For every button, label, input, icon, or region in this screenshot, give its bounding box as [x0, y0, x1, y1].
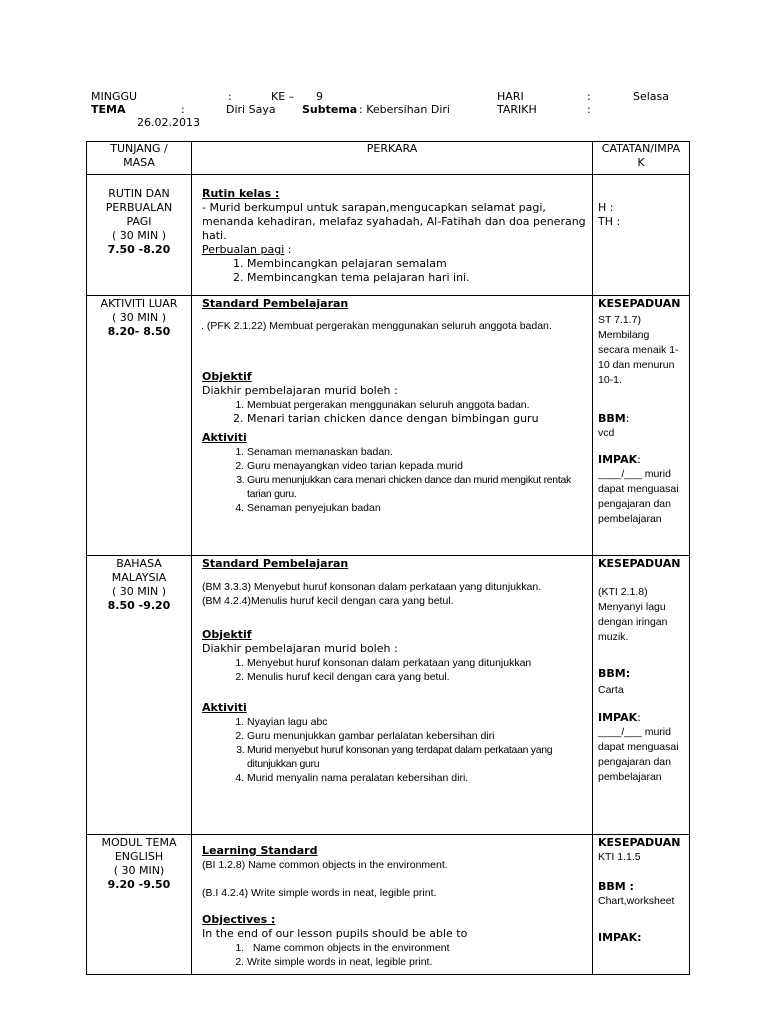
standard-text: (BM 4.2.4)Menulis huruf kecil dengan cara yang betul.: [202, 595, 454, 607]
kesepaduan-title: KESEPADUAN: [598, 836, 681, 849]
masa: 7.50 -8.20: [107, 243, 171, 256]
bbm-value: Carta: [598, 684, 624, 696]
list-item: 4. Senaman penyejukan badan: [247, 501, 588, 515]
list-item: 2. Write simple words in neat, legible print.: [247, 955, 588, 969]
masa: 8.20- 8.50: [107, 325, 171, 338]
masa: 8.50 -9.20: [107, 599, 171, 612]
section-title: Aktiviti: [202, 701, 247, 714]
standard-text: (B.I 4.2.4) Write simple words in neat, legible print.: [202, 887, 437, 899]
list-item: 1. Nyayian lagu abc: [247, 715, 588, 729]
bbm-label: BBM :: [598, 880, 634, 893]
catatan-cell: [593, 296, 690, 556]
tunjang-line: AKTIVITI LUAR: [100, 297, 178, 310]
table-row: [87, 296, 690, 556]
hari-value: Selasa: [633, 90, 670, 103]
ke-value: 9: [316, 90, 323, 103]
tema-label: TEMA: [91, 103, 126, 116]
tunjang-line: ( 30 MIN): [113, 864, 165, 877]
tunjang-cell: [87, 835, 192, 975]
colon: :: [228, 90, 232, 103]
objectives-intro: In the end of our lesson pupils should be able to: [202, 927, 468, 940]
tunjang-line: ( 30 MIN ): [111, 229, 167, 242]
perkara-cell: [192, 296, 593, 556]
kesepaduan-title: KESEPADUAN: [598, 297, 681, 310]
catatan-cell: [593, 556, 690, 835]
perkara-cell: [192, 175, 593, 296]
impak-label: IMPAK:: [598, 931, 642, 944]
section-title: Aktiviti: [202, 431, 247, 444]
section-title-colon: :: [284, 243, 292, 256]
standard-text: . (PFK 2.1.22) Membuat pergerakan menggunakan seluruh anggota badan.: [201, 320, 552, 332]
table-row: [87, 175, 690, 296]
tunjang-line: PERBUALAN: [105, 201, 173, 214]
col-header-catatan-label: CATATAN/IMPAK: [601, 142, 681, 169]
col-header-tunjang: [87, 142, 192, 175]
tunjang-line: BAHASA: [116, 557, 162, 570]
perkara-cell: [192, 835, 593, 975]
tunjang-line: PAGI: [126, 215, 152, 228]
tunjang-cell: [87, 296, 192, 556]
kesepaduan-text: ST 7.1.7) Membilang secara menaik 1-10 dan menurun 10-1.: [598, 314, 679, 386]
list-item: 1. Senaman memanaskan badan.: [247, 445, 588, 459]
subtema-value: : Kebersihan Diri: [359, 103, 450, 116]
table-row: [87, 556, 690, 835]
list-item: 3. Murid menyebut huruf konsonan yang terdapat dalam perkataan yang ditunjukkan guru: [247, 743, 588, 771]
tunjang-line: MODUL TEMA: [101, 836, 177, 849]
rutin-text: - Murid berkumpul untuk sarapan,mengucapkan selamat pagi, menanda kehadiran, melafaz syahadah, Al-Fatihah dan doa penerang hati.: [202, 201, 586, 242]
objektif-intro: Diakhir pembelajaran murid boleh :: [202, 384, 398, 397]
standard-text: (BM 3.3.3) Menyebut huruf konsonan dalam perkataan yang ditunjukkan.: [202, 581, 542, 593]
list-item: 2. Guru menunjukkan gambar perlalatan kebersihan diri: [247, 729, 588, 743]
section-title: Objektif: [202, 370, 252, 383]
list-item: 1. Name common objects in the environment: [247, 941, 588, 955]
section-title: Standard Pembelajaran: [202, 297, 349, 310]
colon: :: [181, 103, 185, 116]
table-row: [87, 835, 690, 975]
tunjang-cell: [87, 175, 192, 296]
tunjang-line: ( 30 MIN ): [111, 585, 167, 598]
bbm-value: Chart,worksheet: [598, 895, 675, 907]
tarikh-label: TARIKH: [497, 103, 537, 116]
col-header-catatan: [593, 142, 690, 175]
impak-colon: :: [637, 453, 641, 466]
section-title: Learning Standard: [202, 844, 318, 857]
list-item: 4. Murid menyalin nama peralatan kebersihan diri.: [247, 771, 588, 785]
section-title: Objektif: [202, 628, 252, 641]
impak-colon: :: [637, 711, 641, 724]
lesson-plan-table: [86, 141, 690, 975]
minggu-label: MINGGU: [91, 90, 138, 103]
tunjang-cell: [87, 556, 192, 835]
section-title: Perbualan pagi: [202, 243, 285, 256]
impak-label: IMPAK: [598, 711, 638, 724]
tunjang-line: ( 30 MIN ): [111, 311, 167, 324]
col-header-perkara-label: PERKARA: [366, 142, 418, 155]
list-item: 2. Menari tarian chicken dance dengan bimbingan guru: [247, 412, 588, 426]
section-title: Rutin kelas :: [202, 187, 280, 200]
tunjang-line: RUTIN DAN: [108, 187, 170, 200]
masa: 9.20 -9.50: [107, 878, 171, 891]
list-item: 1. Menyebut huruf konsonan dalam perkataan yang ditunjukkan: [247, 656, 588, 670]
ke-label: KE –: [271, 90, 295, 103]
subtema-label: Subtema: [302, 103, 358, 116]
objektif-intro: Diakhir pembelajaran murid boleh :: [202, 642, 398, 655]
kesepaduan-text: (KTI 2.1.8) Menyanyi lagu dengan iringan muzik.: [598, 586, 668, 643]
impak-label: IMPAK: [598, 453, 638, 466]
bbm-label: BBM:: [598, 667, 631, 680]
list-item: 2. Guru menayangkan video tarian kepada murid: [247, 459, 588, 473]
catatan-cell: [593, 835, 690, 975]
list-item: 1. Membuat pergerakan menggunakan seluruh anggota badan.: [247, 398, 588, 412]
table-header-row: [87, 142, 690, 175]
col-header-tunjang-label: TUNJANG / MASA: [110, 142, 168, 169]
kesepaduan-title: KESEPADUAN: [598, 557, 681, 570]
list-item: 2. Menulis huruf kecil dengan cara yang betul.: [247, 670, 588, 684]
tema-value: Diri Saya: [226, 103, 276, 116]
kesepaduan-text: KTI 1.1.5: [598, 851, 641, 863]
section-title: Objectives :: [202, 913, 276, 926]
col-header-perkara: [192, 142, 593, 175]
section-title: Standard Pembelajaran: [202, 557, 349, 570]
impak-text: ____/___ murid dapat menguasai pengajaran dan pembelajaran: [598, 468, 679, 525]
list-item: 1. Membincangkan pelajaran semalam: [247, 257, 588, 271]
impak-text: ____/___ murid dapat menguasai pengajaran dan pembelajaran: [598, 726, 679, 783]
bbm-label: BBM: [598, 412, 626, 425]
tarikh-value: 26.02.2013: [137, 116, 200, 129]
hari-label: HARI: [497, 90, 524, 103]
catatan-cell: [593, 175, 690, 296]
bbm-colon: :: [625, 412, 630, 425]
tunjang-line: MALAYSIA: [111, 571, 167, 584]
perkara-cell: [192, 556, 593, 835]
tunjang-line: ENGLISH: [114, 850, 164, 863]
colon: :: [587, 90, 591, 103]
colon: :: [587, 103, 591, 116]
bbm-value: vcd: [598, 427, 615, 439]
standard-text: (BI 1.2.8) Name common objects in the environment.: [202, 859, 448, 871]
catatan-th: TH :: [598, 215, 621, 228]
catatan-h: H :: [598, 201, 614, 214]
list-item: 2. Membincangkan tema pelajaran hari ini.: [247, 271, 588, 285]
list-item: 3. Guru menunjukkan cara menari chicken dance dan murid mengikut rentak tarian guru.: [247, 473, 588, 501]
